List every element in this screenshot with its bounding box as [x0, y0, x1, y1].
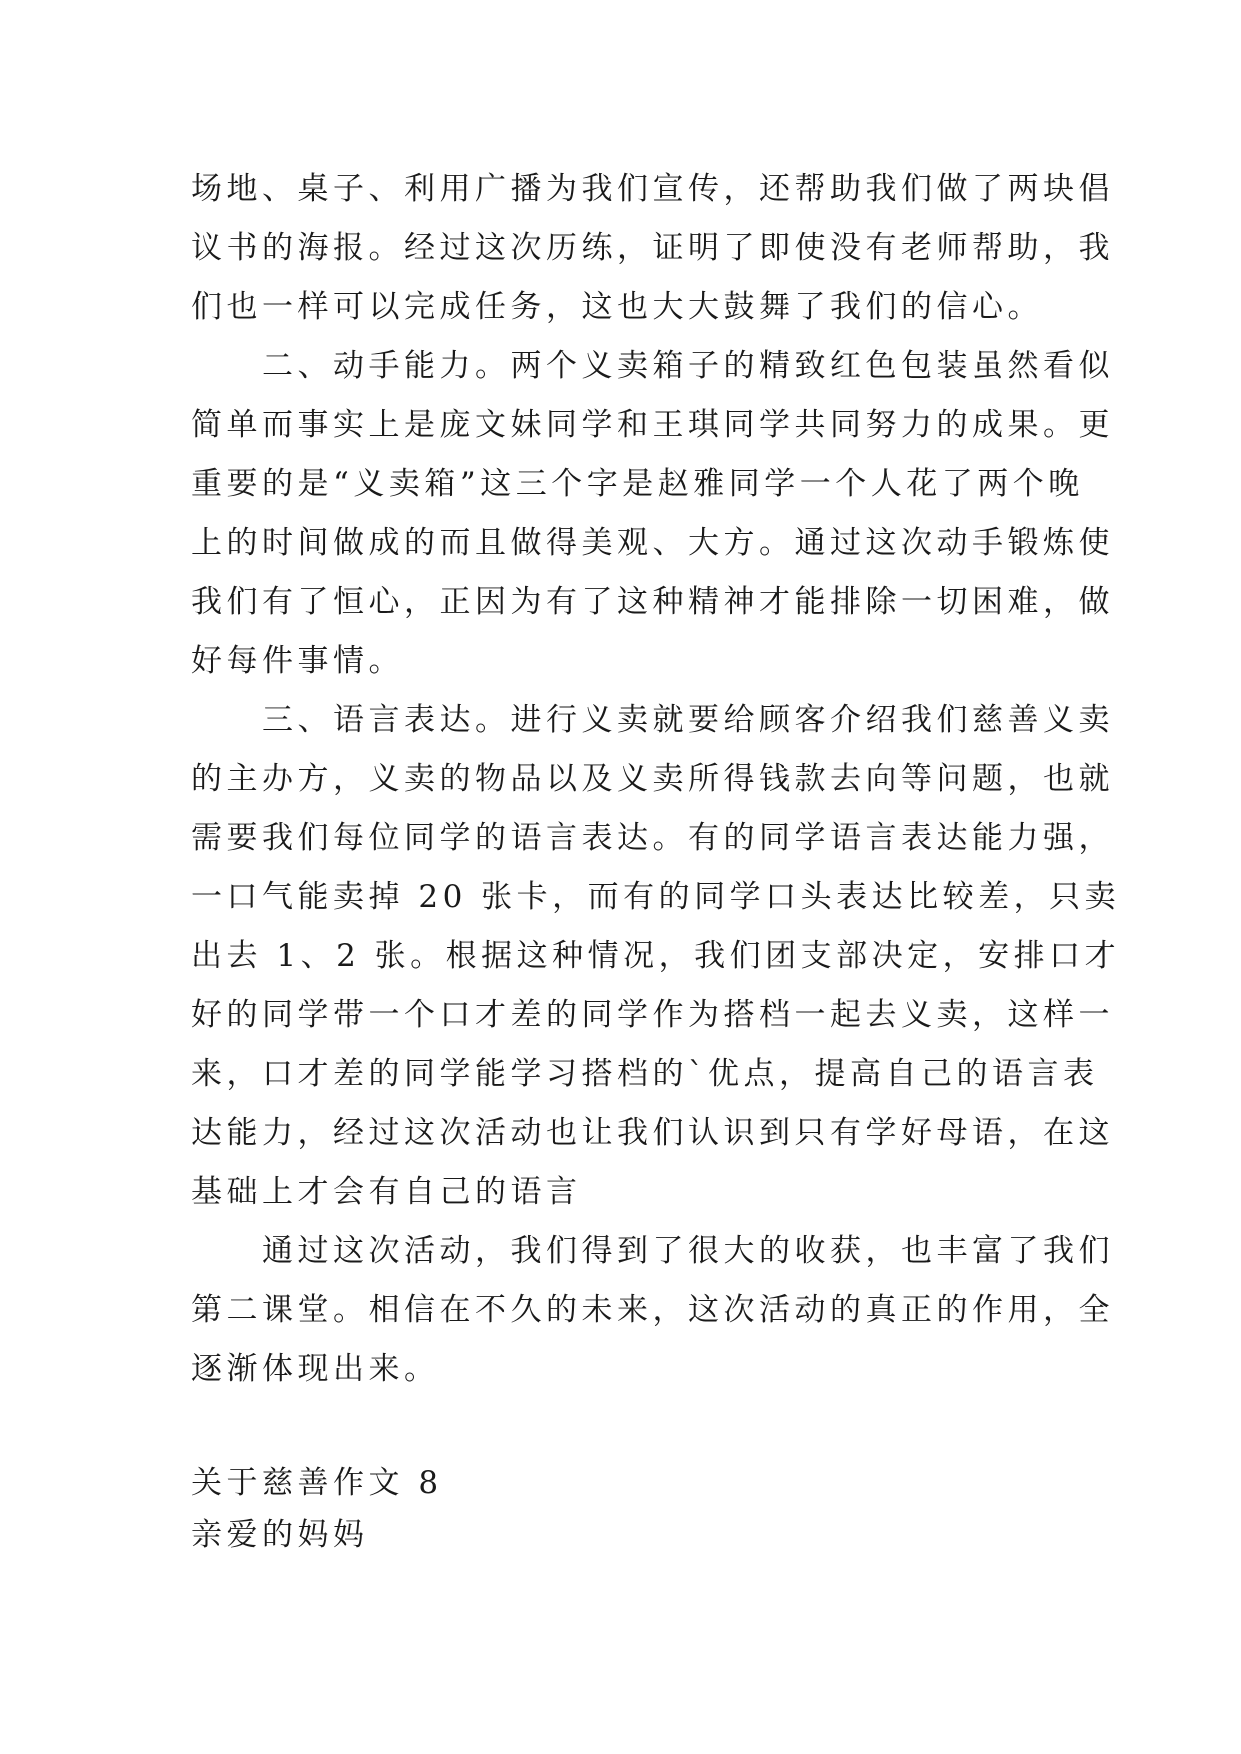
text-line: 基础上才会有自己的语言: [191, 1174, 582, 1210]
text-line: 好每件事情。: [191, 643, 404, 679]
text-line: 通过这次活动，我们得到了很大的收获，也丰富了我们: [191, 1233, 1114, 1269]
salutation: 亲爱的妈妈: [191, 1517, 369, 1553]
text-line: 我们有了恒心，正因为有了这种精神才能排除一切困难，做: [191, 584, 1114, 620]
text-line: 逐渐体现出来。: [191, 1351, 440, 1387]
text-line: 二、动手能力。两个义卖箱子的精致红色包装虽然看似: [191, 348, 1114, 384]
text-line: 们也一样可以完成任务，这也大大鼓舞了我们的信心。: [191, 289, 1043, 325]
text-line: 重要的是“义卖箱”这三个字是赵雅同学一个人花了两个晚: [191, 466, 1084, 502]
text-line: 议书的海报。经过这次历练，证明了即使没有老师帮助，我: [191, 230, 1114, 266]
text-line: 一口气能卖掉 20 张卡，而有的同学口头表达比较差，只卖: [191, 879, 1121, 915]
text-line: 的主办方，义卖的物品以及义卖所得钱款去向等问题，也就: [191, 761, 1114, 797]
essay-body: [191, 160, 1121, 1561]
text-line: 达能力，经过这次活动也让我们认识到只有学好母语，在这: [191, 1115, 1114, 1151]
text-line: 来，口才差的同学能学习搭档的`优点，提高自己的语言表: [191, 1056, 1099, 1092]
text-line: 三、语言表达。进行义卖就要给顾客介绍我们慈善义卖: [191, 702, 1114, 738]
text-line: 出去 1、2 张。根据这种情况，我们团支部决定，安排口才: [191, 938, 1121, 974]
text-line: 场地、桌子、利用广播为我们宣传，还帮助我们做了两块倡: [191, 171, 1114, 207]
text-line: 第二课堂。相信在不久的未来，这次活动的真正的作用，全: [191, 1292, 1114, 1328]
section-title: 关于慈善作文 8: [191, 1465, 443, 1501]
text-line: 好的同学带一个口才差的同学作为搭档一起去义卖，这样一: [191, 997, 1114, 1033]
text-line: 需要我们每位同学的语言表达。有的同学语言表达能力强，: [191, 820, 1114, 856]
text-line: 上的时间做成的而且做得美观、大方。通过这次动手锻炼使: [191, 525, 1114, 561]
text-line: 简单而事实上是庞文妹同学和王琪同学共同努力的成果。更: [191, 407, 1114, 443]
paragraph-gap: [191, 1399, 1061, 1457]
